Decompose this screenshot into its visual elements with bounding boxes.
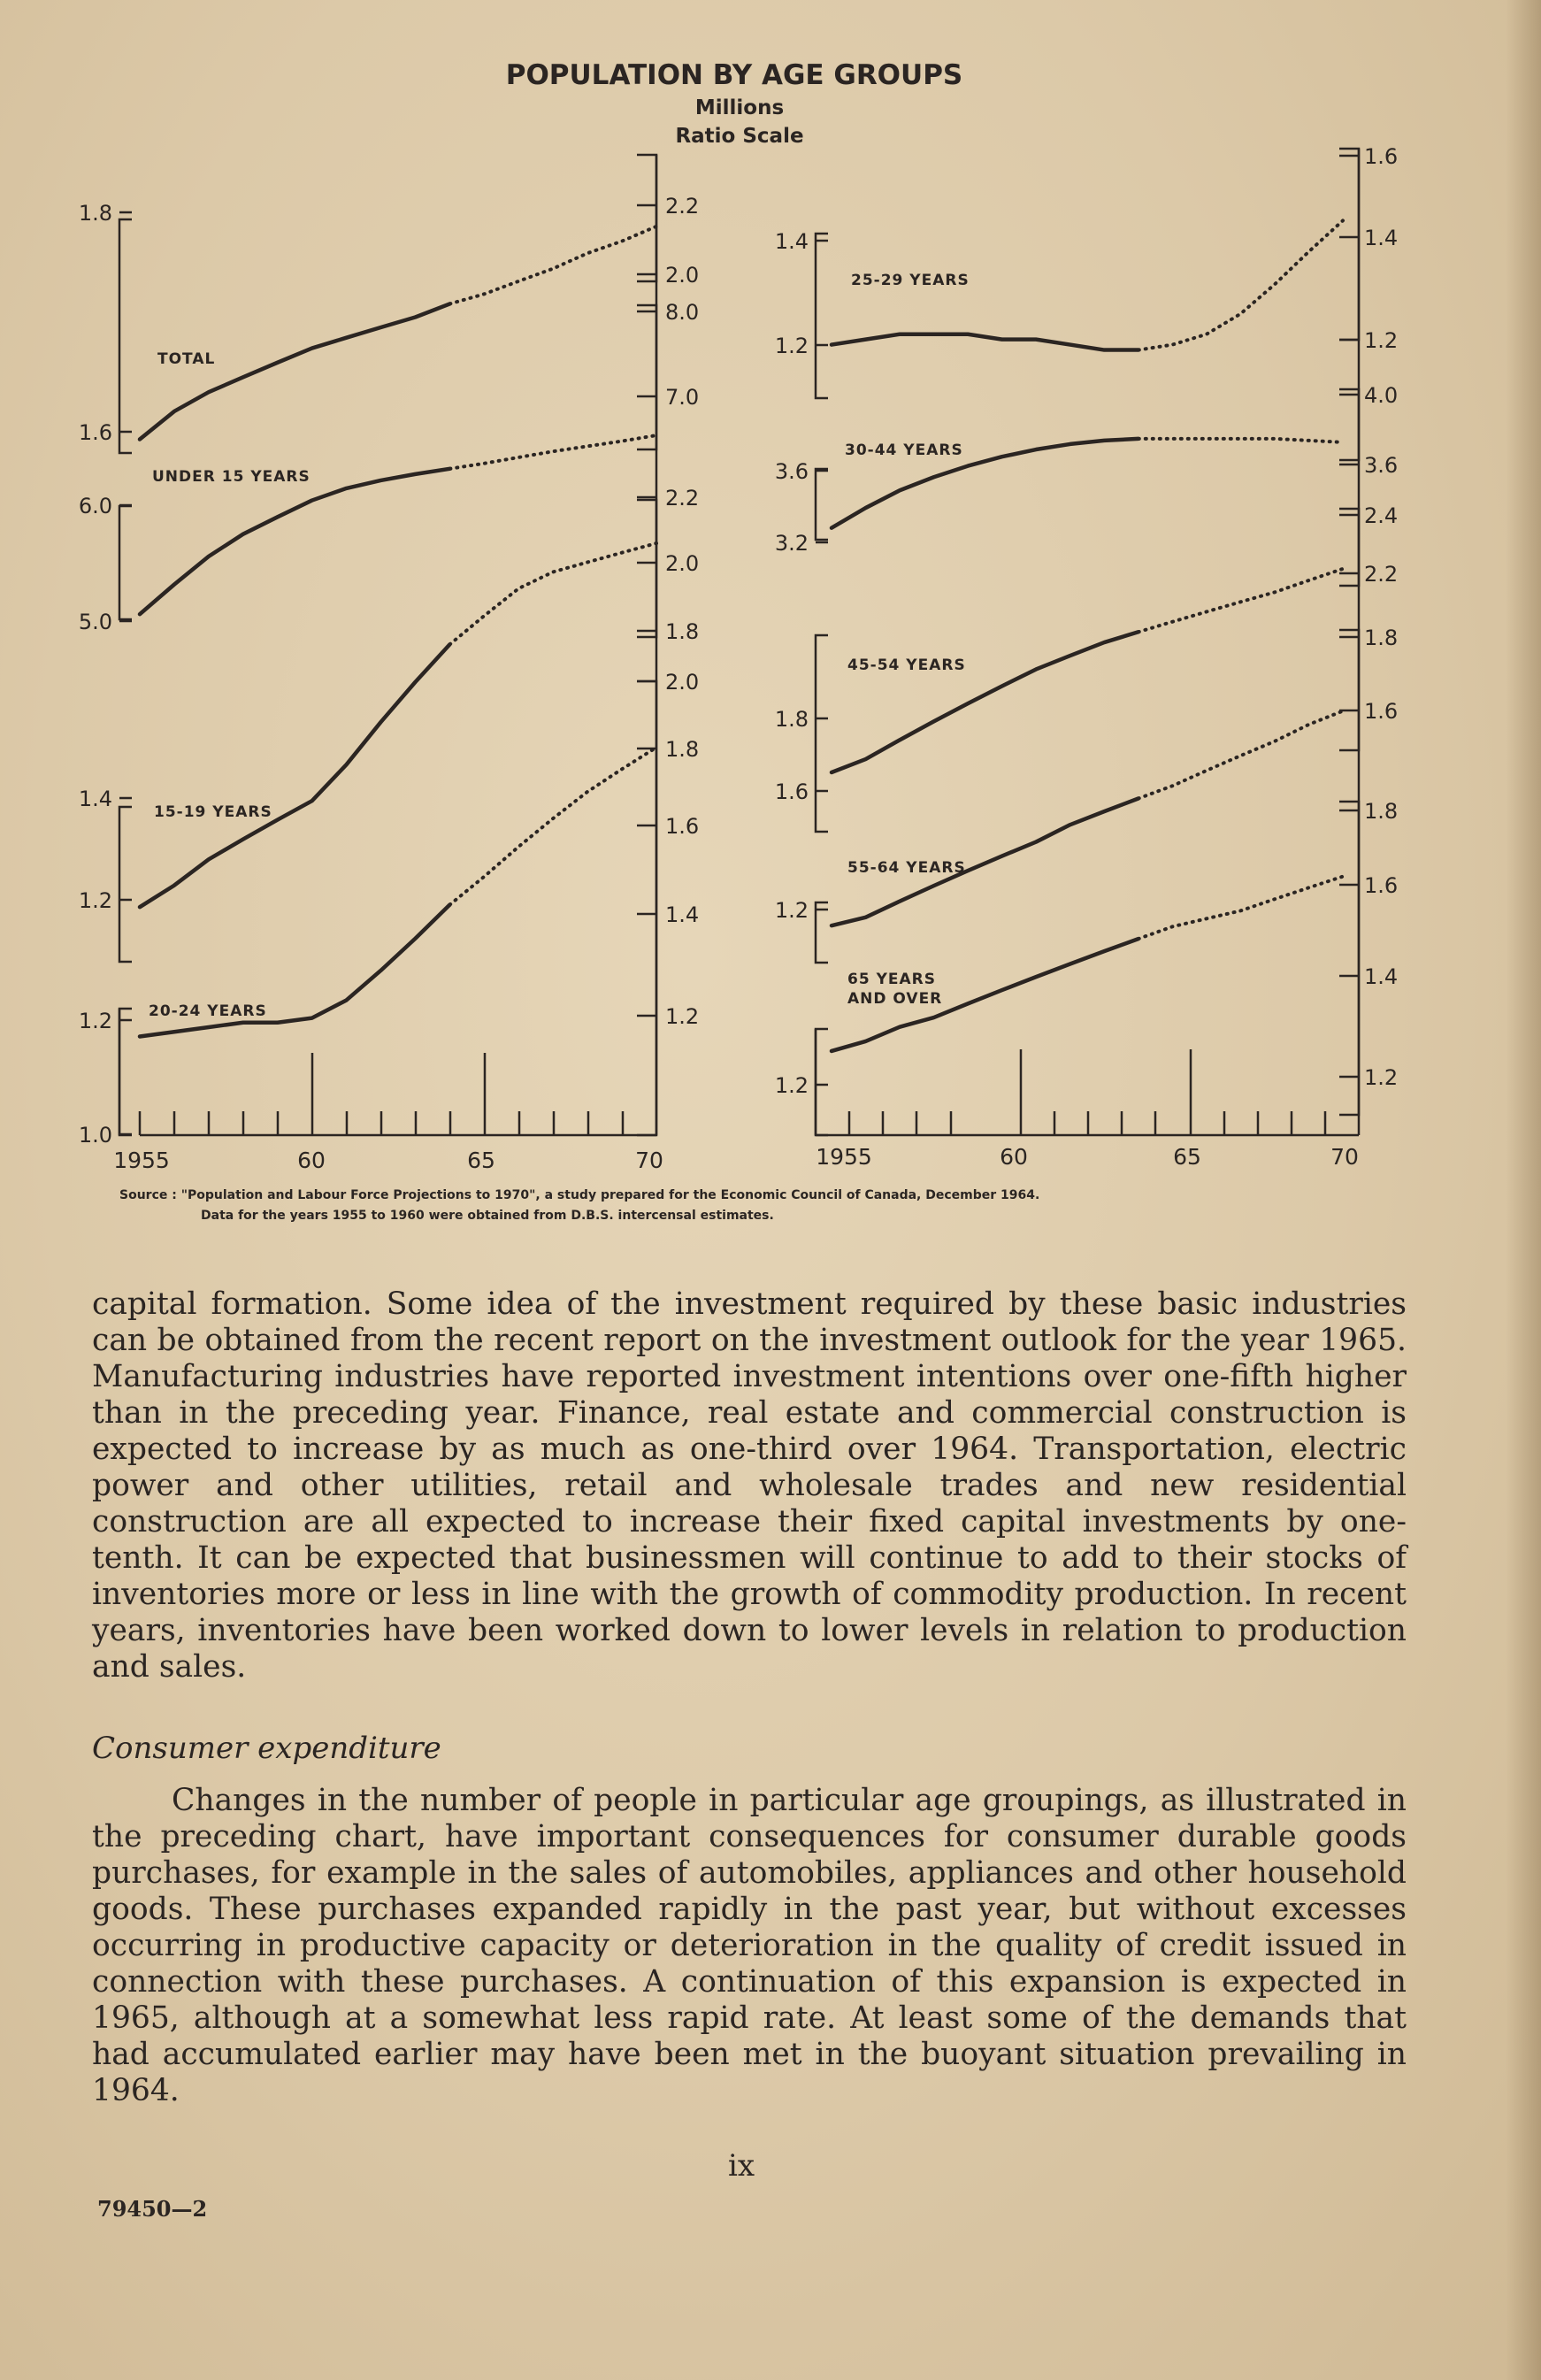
body-paragraph: Changes in the number of people in particular age groupings, as illustrated in the preceding chart, have important consequences for consumer durable goods purchases, for example in the sales of automobiles, appliances and other household goods. These purchases expanded rapidly in the past year, but without excesses occurring in productive capacity or deterioration in the quality of credit issued in connection with these purchases. A continuation of this expansion is expected in 1965, although at a somewhat less rapid rate. At least some of the demands that had accumulated earlier may have been met in the buoyant situation prevailing in 1964. (92, 1783, 1407, 2108)
right-scale-label: 1.8 (665, 619, 700, 644)
series-25-29-years (775, 144, 1398, 398)
year-label: 60 (297, 1148, 326, 1173)
left-scale-bracket (119, 506, 132, 619)
left-scale-label: 1.4 (774, 229, 809, 254)
print-code: 79450—2 (97, 2196, 208, 2222)
series-line-projection (1138, 711, 1343, 799)
year-label: 70 (635, 1148, 663, 1173)
series-layer (79, 144, 1398, 1148)
right-scale-bracket (637, 305, 656, 449)
left-scale-label: 1.2 (78, 888, 112, 913)
left-panel-frame (119, 155, 656, 1135)
left-scale-label: 3.6 (774, 459, 809, 484)
series-label: 20-24 YEARS (149, 1002, 267, 1020)
right-scale-label: 7.0 (665, 385, 700, 410)
series-line-projection (1138, 569, 1343, 632)
right-scale-label: 2.4 (1364, 503, 1399, 528)
left-scale-label: 6.0 (78, 494, 112, 518)
year-label: 70 (1330, 1144, 1359, 1170)
series-line-actual (140, 644, 449, 907)
right-scale-label: 2.0 (665, 263, 700, 288)
chart-unit-label: Millions (694, 96, 785, 119)
right-year-ticks (849, 1049, 1325, 1135)
right-scale-label: 2.2 (1364, 562, 1399, 587)
left-scale-label: 1.4 (78, 787, 112, 811)
left-scale-label: 3.2 (774, 531, 809, 556)
series-line-projection (449, 226, 656, 304)
left-scale-bracket (119, 1009, 132, 1135)
series-label: AND OVER (847, 990, 943, 1008)
left-scale-bracket (816, 1029, 828, 1135)
series-55-64-years (775, 626, 1398, 963)
series-15-19-years (79, 486, 699, 962)
right-scale-bracket (1339, 389, 1359, 460)
year-label: 65 (467, 1148, 495, 1173)
right-scale-label: 1.4 (1364, 226, 1399, 250)
chart-title: POPULATION BY AGE GROUPS (505, 59, 963, 91)
left-scale-bracket (816, 635, 828, 832)
right-scale-label: 2.0 (665, 551, 700, 576)
series-line-projection (449, 543, 656, 644)
series-line-projection (1138, 439, 1343, 442)
page-number: ix (728, 2148, 755, 2184)
right-scale-bracket (1339, 149, 1359, 340)
series-line-projection (1138, 220, 1343, 349)
series-line-actual (140, 303, 449, 439)
source-note-continued: Data for the years 1955 to 1960 were obtained from D.B.S. intercensal estimates. (201, 1209, 774, 1223)
series-30-44-years (775, 383, 1398, 556)
series-65-years-and-over (775, 799, 1398, 1135)
right-scale-label: 2.2 (665, 486, 700, 511)
section-heading: Consumer expenditure (92, 1731, 441, 1766)
left-scale-bracket (119, 807, 132, 962)
left-scale-bracket (816, 902, 828, 963)
right-scale-label: 1.8 (1364, 626, 1399, 650)
right-scale-label: 8.0 (665, 300, 700, 325)
series-line-actual (832, 334, 1138, 350)
left-scale-label: 1.2 (774, 898, 809, 923)
right-scale-label: 1.4 (1364, 964, 1399, 989)
left-scale-label: 1.8 (78, 201, 112, 226)
year-label: 65 (1173, 1144, 1201, 1170)
left-scale-label: 1.8 (774, 707, 809, 732)
series-label: 65 YEARS (847, 971, 936, 988)
right-scale-label: 1.6 (1364, 144, 1399, 169)
series-label: 45-54 YEARS (847, 656, 966, 674)
source-note: Source : "Population and Labour Force Projections to 1970", a study prepared for the Economic Council of Canada, December 1964. (119, 1188, 1040, 1202)
series-total (79, 155, 699, 453)
chart-scale-label: Ratio Scale (675, 125, 804, 148)
right-scale-label: 2.2 (665, 194, 700, 219)
left-scale-bracket (816, 234, 828, 398)
series-20-24-years (79, 670, 699, 1148)
series-line-actual (140, 469, 449, 614)
left-scale-label: 5.0 (78, 610, 112, 634)
body-paragraph: capital formation. Some idea of the investment required by these basic industries can be obtained from the recent report on the investment outlook for the year 1965. Manufacturing industries have reported investment intentions over one-fifth higher than in the preceding year. Finance, real estate and commercial construction is expected to increase by as much as one-third over 1964. Transportation, electric power and other utilities, retail and wholesale trades and new residential construction are all expected to increase their fixed capital investments by one-tenth. It can be expected that businessmen will continue to add to their stocks of inventories more or less in line with the growth of commodity production. In recent years, inventories have been worked down to lower levels in relation to production and sales. (92, 1286, 1407, 1685)
left-scale-label: 1.6 (78, 420, 112, 445)
left-scale-label: 1.2 (774, 334, 809, 358)
series-45-54-years (775, 503, 1398, 832)
right-scale-label: 3.6 (1364, 453, 1399, 478)
right-scale-bracket (1339, 802, 1359, 1115)
right-scale-label: 1.4 (665, 902, 700, 927)
left-scale-label: 1.2 (774, 1073, 809, 1098)
right-scale-label: 1.6 (1364, 699, 1399, 724)
left-scale-label: 1.6 (774, 779, 809, 804)
right-scale-label: 1.2 (1364, 1065, 1399, 1090)
series-label: TOTAL (157, 350, 216, 368)
series-line-actual (832, 632, 1138, 772)
series-line-projection (449, 748, 656, 905)
series-line-projection (1138, 877, 1343, 939)
year-label: 1955 (816, 1144, 872, 1170)
series-label: 15-19 YEARS (154, 803, 272, 821)
right-scale-label: 1.8 (665, 737, 700, 762)
year-label: 60 (1000, 1144, 1028, 1170)
series-label: 25-29 YEARS (851, 272, 970, 289)
right-scale-bracket (637, 155, 656, 281)
series-line-projection (449, 435, 656, 469)
right-scale-label: 1.2 (665, 1004, 700, 1029)
left-scale-bracket (816, 469, 828, 540)
series-label: UNDER 15 YEARS (152, 468, 310, 486)
right-scale-label: 1.8 (1364, 799, 1399, 824)
right-scale-bracket (637, 500, 656, 637)
left-year-ticks (140, 1053, 623, 1135)
left-scale-label: 1.0 (78, 1123, 112, 1148)
right-scale-label: 1.2 (1364, 328, 1399, 353)
right-scale-label: 2.0 (665, 670, 700, 695)
right-scale-label: 1.6 (1364, 873, 1399, 898)
year-label: 1955 (113, 1148, 170, 1173)
left-scale-bracket (119, 219, 132, 453)
right-scale-bracket (1339, 630, 1359, 750)
right-scale-label: 1.6 (665, 814, 700, 839)
left-scale-label: 1.2 (78, 1009, 112, 1033)
series-label: 30-44 YEARS (845, 441, 963, 459)
series-label: 55-64 YEARS (847, 859, 966, 877)
right-scale-label: 4.0 (1364, 383, 1399, 408)
